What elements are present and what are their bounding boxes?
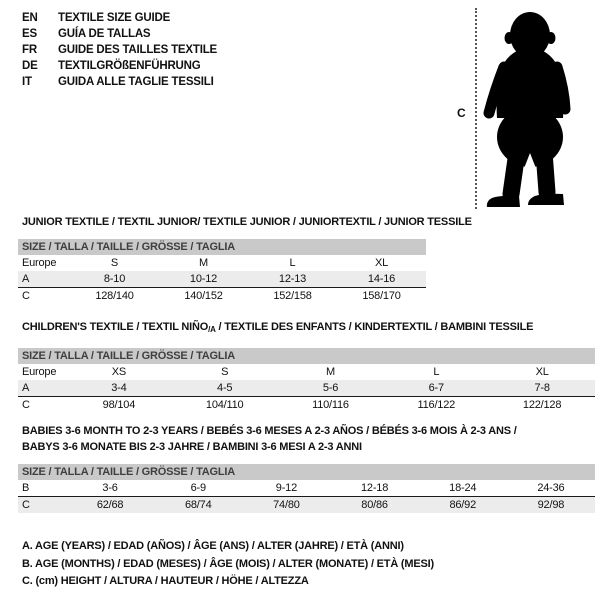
cell: XS [111,366,127,378]
cell: 3-6 [102,482,118,494]
cell: 14-16 [367,273,396,285]
size-table-junior [18,239,426,304]
cell: 158/170 [362,290,401,302]
section-heading [18,319,595,338]
section-babies-textile [18,423,595,513]
figure-height-label: C [457,106,466,120]
heading-text: CHILDREN'S TEXTILE / TEXTIL NIÑO [22,321,209,333]
legend-note-a: A. AGE (YEARS) / EDAD (AÑOS) / ÂGE (ANS) / ALTER (JAHRE) / ETÀ (ANNI) [22,540,404,552]
size-table-children [18,348,595,413]
size-bar: SIZE / TALLA / TAILLE / GRÖSSE / TAGLIA [18,464,595,480]
cell: 98/104 [102,399,136,411]
table-row [18,364,595,380]
cell: 6-9 [190,482,206,494]
row-label: A [22,273,30,285]
cell: L [433,366,440,378]
row-label: Europe [22,366,57,378]
cell: 4-5 [217,382,233,394]
table-row [18,396,595,413]
table-row [18,496,595,513]
cell: 68/74 [184,499,212,511]
language-title: TEXTILGRÖßENFÜHRUNG [58,60,201,72]
cell: XL [535,366,549,378]
cell: S [110,257,119,269]
table-row [18,287,426,304]
heading-text: / TEXTILE DES ENFANTS / KINDERTEXTIL / BAMBINI TESSILE [215,321,534,333]
cell: 5-6 [322,382,339,394]
baby-silhouette-image [478,4,598,214]
cell: 140/152 [184,290,223,302]
section-heading: JUNIOR TEXTILE / TEXTIL JUNIOR/ TEXTILE JUNIOR / JUNIORTEXTIL / JUNIOR TESSILE [22,216,472,228]
legend-note-c: C. (cm) HEIGHT / ALTURA / HAUTEUR / HÖHE / ALTEZZA [22,575,309,587]
cell: M [199,257,208,269]
language-title: GUIDE DES TAILLES TEXTILE [58,44,217,56]
row-label: C [22,499,30,511]
cell: XL [374,257,389,269]
cell: 18-24 [449,482,477,494]
row-label: B [22,482,30,494]
language-code: IT [22,76,32,88]
language-title-list [22,10,217,90]
language-code: FR [22,44,37,56]
cell: 92/98 [537,499,565,511]
language-row [22,74,217,90]
language-title: TEXTILE SIZE GUIDE [58,12,171,24]
table-row [18,271,426,287]
cell: 152/158 [273,290,312,302]
cell: 110/116 [312,399,349,411]
cell: L [289,257,296,269]
section-junior-textile [18,214,472,304]
cell: 12-13 [278,273,307,285]
cell: 12-18 [361,482,389,494]
legend-notes [22,538,434,591]
table-row [18,255,426,271]
section-heading-line1: BABIES 3-6 MONTH TO 2-3 YEARS / BEBÉS 3-6 MESES A 2-3 AÑOS / BÉBÉS 3-6 MOIS À 2-3 ANS / [22,425,517,437]
cell: 128/140 [95,290,134,302]
language-code: ES [22,28,37,40]
height-measure-dotted-line [475,8,477,209]
cell: M [326,366,335,378]
cell: 86/92 [449,499,476,511]
language-code: EN [22,12,38,24]
row-label: A [22,382,30,394]
table-row [18,480,595,496]
language-row [22,58,217,74]
cell: 6-7 [428,382,444,394]
cell: 62/68 [96,499,124,511]
size-table-babies [18,464,595,513]
language-row [22,26,217,42]
cell: 80/86 [361,499,388,511]
cell: 24-36 [537,482,565,494]
cell: S [221,366,229,378]
cell: 3-4 [111,382,127,394]
cell: 74/80 [273,499,300,511]
size-bar: SIZE / TALLA / TAILLE / GRÖSSE / TAGLIA [18,239,426,255]
cell: 104/110 [205,399,244,411]
language-title: GUÍA DE TALLAS [58,28,151,40]
row-label: Europe [22,257,57,269]
heading-subscript: /A [208,325,216,334]
cell: 10-12 [189,273,218,285]
row-label: C [22,399,30,411]
cell: 122/128 [522,399,562,411]
cell: 9-12 [275,482,298,494]
size-bar: SIZE / TALLA / TAILLE / GRÖSSE / TAGLIA [18,348,595,364]
section-heading-line2: BABYS 3-6 MONATE BIS 2-3 JAHRE / BAMBINI 3-6 MESI A 2-3 ANNI [22,441,362,453]
language-row [22,10,217,26]
language-code: DE [22,60,38,72]
legend-note-b: B. AGE (MONTHS) / EDAD (MESES) / ÂGE (MOIS) / ALTER (MONATE) / ETÀ (MESI) [22,557,434,570]
section-childrens-textile [18,319,595,413]
cell: 8-10 [103,273,126,285]
cell: 7-8 [534,382,550,394]
table-row [18,380,595,396]
row-label: C [22,290,30,302]
cell: 116/122 [417,399,456,411]
language-title: GUIDA ALLE TAGLIE TESSILI [58,76,214,88]
language-row [22,42,217,58]
